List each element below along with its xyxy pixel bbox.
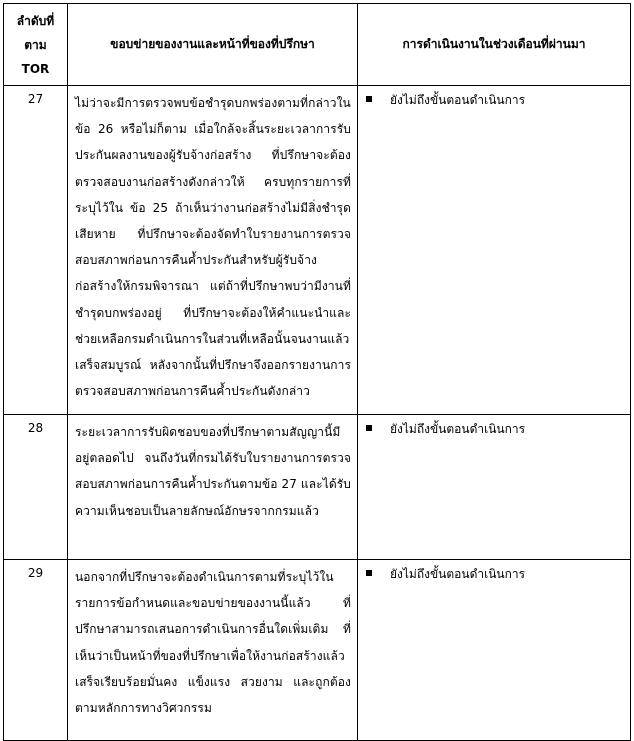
row-progress-cell <box>358 560 631 741</box>
row-number: 29 <box>4 560 68 741</box>
row-scope-text: ไม่ว่าจะมีการตรวจพบข้อชำรุดบกพร่องตามที่กล่าวในข้อ 26 หรือไม่ก็ตาม เมื่อใกล้จะสิ้นระยะเวลาการรับประกันผลงานของผู้รับจ้างก่อสร้าง ที่ปรึกษาจะต้องตรวจสอบงานก่อสร้างดังกล่าวให้ ครบทุกรายการที่ระบุไว้ใน ข้อ 25 ถ้าเห็นว่างานก่อสร้างไม่มีสิ่งชำรุดเสียหาย ที่ปรึกษาจะต้องจัดทำใบรายงานการตรวจสอบสภาพก่อนการคืนค้ำประกันสำหรับผู้รับจ้างก่อสร้างให้กรมพิจารณา แต่ถ้าที่ปรึกษาพบว่ามีงานที่ชำรุดบกพร่องอยู่ ที่ปรึกษาจะต้องให้คำแนะนำและช่วยเหลือกรมดำเนินการในส่วนที่เหลือนั้นจนงานแล้วเสร็จสมบูรณ์ หลังจากนั้นที่ปรึกษาจึงออกรายงานการตรวจสอบสภาพก่อนการคืนค้ำประกันดังกล่าว <box>68 86 358 415</box>
row-progress-text: ยังไม่ถึงขั้นตอนดำเนินการ <box>390 93 526 107</box>
header-tor-number <box>4 4 68 86</box>
row-progress-text: ยังไม่ถึงขั้นตอนดำเนินการ <box>390 567 526 581</box>
header-scope: ขอบข่ายของงานและหน้าที่ของที่ปรึกษา <box>68 4 358 86</box>
header-tor-number-line-1: ลำดับที่ <box>16 13 55 28</box>
header-tor-number-line-2: ตาม <box>24 37 47 52</box>
header-progress: การดำเนินงานในช่วงเดือนที่ผ่านมา <box>358 4 631 86</box>
table-header-row <box>4 4 631 86</box>
table-row <box>4 415 631 560</box>
row-number: 27 <box>4 86 68 415</box>
table-row <box>4 86 631 415</box>
row-scope-text: นอกจากที่ปรึกษาจะต้องดำเนินการตามที่ระบุไว้ในรายการข้อกำหนดและขอบข่ายของงานนี้แล้ว ที่ปรึกษาสามารถเสนอการดำเนินการอื่นใดเพิ่มเติม ที่เห็นว่าเป็นหน้าที่ของที่ปรึกษาเพื่อให้งานก่อสร้างแล้วเสร็จเรียบร้อยมั่นคง แข็งแรง สวยงาม และถูกต้องตามหลักการทางวิศวกรรม <box>68 560 358 741</box>
row-progress-text: ยังไม่ถึงขั้นตอนดำเนินการ <box>390 422 526 436</box>
row-scope-text: ระยะเวลาการรับผิดชอบของที่ปรึกษาตามสัญญานี้มีอยู่ตลอดไป จนถึงวันที่กรมได้รับใบรายงานการตรวจสอบสภาพก่อนการคืนค้ำประกันตามข้อ 27 และได้รับความเห็นชอบเป็นลายลักษณ์อักษรจากกรมแล้ว <box>68 415 358 560</box>
square-bullet-icon <box>366 570 372 576</box>
square-bullet-icon <box>366 425 372 431</box>
table-row <box>4 560 631 741</box>
square-bullet-icon <box>366 96 372 102</box>
row-progress-cell <box>358 415 631 560</box>
row-progress-cell <box>358 86 631 415</box>
row-number: 28 <box>4 415 68 560</box>
scope-progress-table <box>3 3 631 741</box>
header-tor-number-line-3: TOR <box>21 61 50 76</box>
